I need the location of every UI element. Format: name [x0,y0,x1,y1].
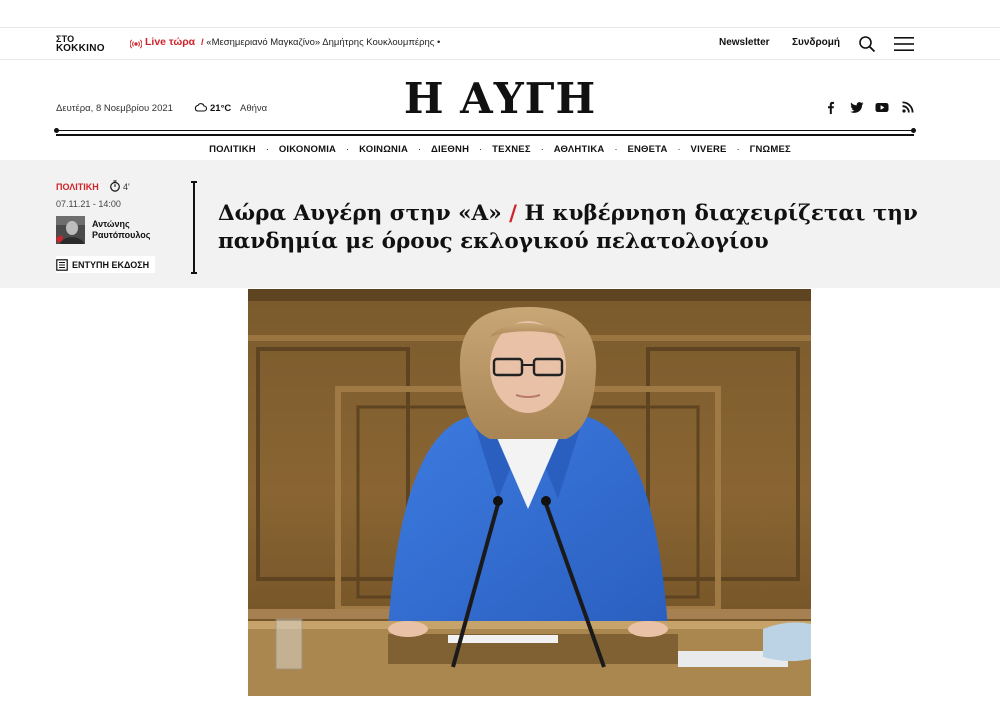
search-icon[interactable] [858,35,876,53]
headline-speaker: Δώρα Αυγέρη στην «Α» [218,201,502,226]
nav-separator: · [479,144,483,154]
nav-separator: · [265,144,269,154]
author-avatar[interactable] [56,216,85,244]
nav-item-koinonia[interactable]: ΚΟΙΝΩΝΙΑ [359,143,409,155]
article-category[interactable]: ΠΟΛΙΤΙΚΗ [56,182,99,192]
nav-separator: · [614,144,618,154]
hamburger-menu-icon[interactable] [894,36,914,52]
nav-separator: · [540,144,544,154]
nav-item-athlitika[interactable]: ΑΘΛΗΤΙΚΑ [553,143,605,155]
logo-line-1: ΣΤΟ [56,34,75,44]
nav-item-diethni[interactable]: ΔΙΕΘΝΗ [431,143,470,155]
facebook-icon[interactable] [824,101,838,114]
nav-item-gnomes[interactable]: ΓΝΩΜΕΣ [749,143,791,155]
site-logo[interactable]: Η ΑΥΓΗ [403,74,597,123]
temperature: 21°C [210,103,232,114]
article-headline [218,200,918,256]
live-slash: / [201,37,204,48]
article-hero-image[interactable] [248,289,811,696]
masthead-rule-top [56,130,914,131]
nav-separator: · [736,144,740,154]
newspaper-icon [56,259,68,271]
nav-item-politiki[interactable]: ΠΟΛΙΤΙΚΗ [209,143,256,155]
twitter-icon[interactable] [850,101,864,114]
nav-separator: · [677,144,681,154]
rss-icon[interactable] [901,101,915,114]
section-nav [0,141,1000,157]
weather-city: Αθήνα [240,103,268,114]
print-edition-label: ΕΝΤΥΠΗ ΕΚΔΟΣΗ [72,259,150,270]
divider-cap-bottom [191,272,197,274]
nav-item-technes[interactable]: ΤΕΧΝΕΣ [492,143,531,155]
sto-kokkino-logo[interactable] [56,34,116,54]
live-bar [0,28,1000,60]
live-show-text[interactable] [201,37,440,48]
headline-title: Η κυβέρνηση διαχειρίζεται την πανδημία με όρους εκλογικού πελατολογίου [218,201,918,254]
logo-line-2: ΚΟΚΚΙΝΟ [56,43,105,54]
nav-separator: · [418,144,422,154]
nav-item-oikonomia[interactable]: ΟΙΚΟΝΟΜΙΑ [278,143,337,155]
stopwatch-icon [109,180,121,192]
author-portrait [56,216,85,244]
newsletter-link[interactable]: Newsletter [719,37,770,48]
headline-slash: / [509,201,518,226]
masthead-rule-bottom [56,134,914,136]
current-date: Δευτέρα, 8 Νοεμβρίου 2021 [56,103,173,114]
nav-item-entheta[interactable]: ΕΝΘΕΤΑ [627,143,668,155]
nav-separator: · [346,144,350,154]
subscribe-link[interactable]: Συνδρομή [792,37,840,48]
live-show-title: «Μεσημεριανό Μαγκαζίνο» Δημήτρης Κουκλουμπέρης • [206,37,441,48]
author-name[interactable]: Αντώνης Ραυτόπουλος [92,219,151,240]
read-time: 4' [123,182,130,192]
hero-photo [248,289,811,696]
live-label[interactable]: Live τώρα [145,36,196,48]
youtube-icon[interactable] [875,101,889,114]
article-timestamp: 07.11.21 - 14:00 [56,199,121,209]
print-edition-button[interactable] [56,256,155,273]
rule-end-dot-right [911,128,916,133]
top-strip [0,0,1000,28]
radio-live-icon [130,38,142,50]
header-divider [193,182,195,274]
nav-item-vivere[interactable]: VIVERE [690,143,727,155]
